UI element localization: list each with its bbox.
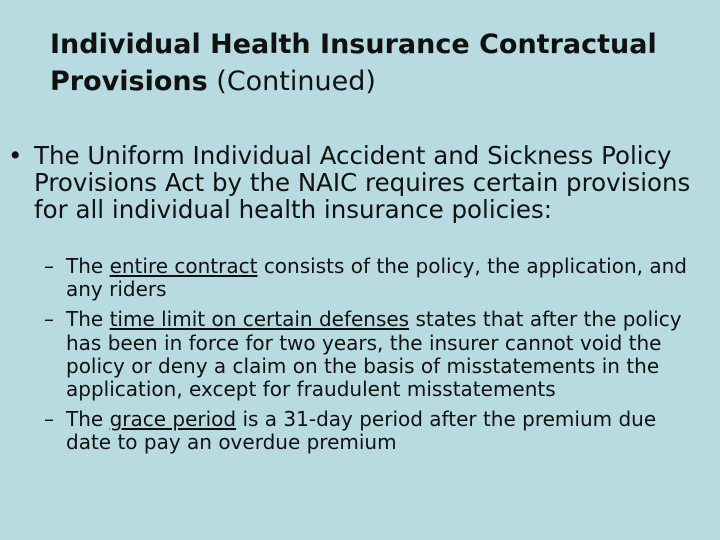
sub-bullet-text: consists of the policy, the application, and any riders (66, 254, 687, 302)
sub-bullet-prefix: The (66, 254, 104, 278)
sub-bullet-text: states that after the policy has been in force for two years, the insurer cannot void the policy or deny a claim on the basis of misstatements in the application, except for fraudulent misstatements (66, 307, 682, 402)
sub-bullet-time-limit (44, 308, 704, 401)
term-time-limit: time limit on certain defenses (109, 307, 410, 332)
title-continued: (Continued) (216, 66, 376, 97)
slide-title (50, 26, 690, 100)
term-grace-period: grace period (109, 407, 237, 432)
dash-icon: – (44, 307, 54, 332)
title-main: Individual Health Insurance Contractual Provisions (50, 29, 657, 97)
sub-bullet-prefix: The (66, 407, 104, 432)
sub-bullet-grace-period (44, 408, 704, 454)
dash-icon: – (44, 407, 54, 432)
term-entire-contract: entire contract (109, 254, 258, 278)
sub-bullet-list (44, 255, 704, 462)
dash-icon: – (44, 254, 54, 278)
sub-bullet-prefix: The (66, 307, 104, 332)
sub-bullet-entire-contract (44, 255, 704, 301)
main-bullet (8, 142, 708, 223)
sub-bullet-text: is a 31-day period after the premium due date to pay an overdue premium (66, 407, 657, 455)
main-bullet-text: The Uniform Individual Accident and Sickness Policy Provisions Act by the NAIC requires certain provisions for all individual health insurance policies: (34, 141, 691, 224)
bullet-icon: • (8, 141, 23, 170)
